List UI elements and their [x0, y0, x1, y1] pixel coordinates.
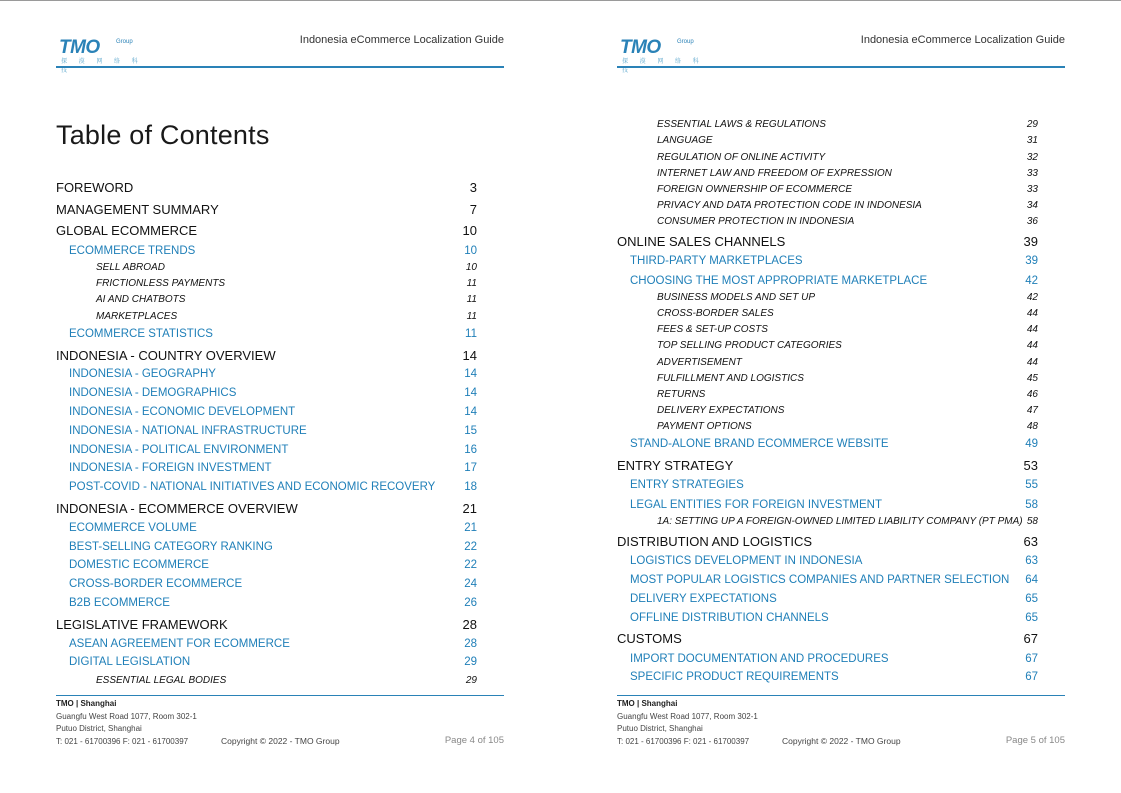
- toc-entry[interactable]: [657, 216, 1038, 227]
- toc-entry-title: MANAGEMENT SUMMARY: [56, 202, 219, 217]
- logo-text: TMO: [620, 37, 661, 58]
- toc-entry[interactable]: [657, 421, 1038, 432]
- toc-entry-page: 34: [1026, 200, 1038, 211]
- toc-entry-page: 11: [465, 328, 477, 340]
- toc-entry-title: LEGAL ENTITIES FOR FOREIGN INVESTMENT: [630, 499, 882, 511]
- toc-entry-title: INDONESIA - DEMOGRAPHICS: [69, 387, 237, 399]
- logo-chinese: 探 漠 网 络 科 技: [622, 59, 704, 74]
- toc-entry-title: CONSUMER PROTECTION IN INDONESIA: [657, 216, 855, 227]
- toc-entry-page: 10: [462, 223, 477, 238]
- toc-entry[interactable]: [56, 180, 477, 195]
- toc-entry-title: TOP SELLING PRODUCT CATEGORIES: [657, 340, 842, 351]
- toc-entry-title: OFFLINE DISTRIBUTION CHANNELS: [630, 612, 829, 624]
- toc-entry[interactable]: [69, 462, 477, 474]
- toc-entry-page: 7: [469, 202, 477, 217]
- toc-entry-page: 42: [1025, 275, 1038, 287]
- toc-entry-page: 65: [1025, 593, 1038, 605]
- toc-entry[interactable]: [69, 559, 477, 571]
- toc-entry-title: ESSENTIAL LAWS & REGULATIONS: [657, 119, 826, 130]
- toc-entry[interactable]: [657, 135, 1038, 146]
- toc-entry[interactable]: [69, 597, 477, 609]
- toc-entry[interactable]: [96, 278, 477, 289]
- toc-heading: Table of Contents: [56, 120, 270, 150]
- toc-entry[interactable]: [630, 653, 1038, 665]
- toc-entry-title: PRIVACY AND DATA PROTECTION CODE IN INDONESIA: [657, 200, 922, 211]
- toc-entry[interactable]: [96, 311, 477, 322]
- toc-entry-page: 22: [464, 559, 477, 571]
- toc-entry-title: REGULATION OF ONLINE ACTIVITY: [657, 152, 826, 163]
- toc-entry-title: ENTRY STRATEGY: [617, 458, 734, 473]
- toc-entry-page: 26: [464, 597, 477, 609]
- toc-entry[interactable]: [69, 481, 477, 493]
- toc-entry[interactable]: [617, 234, 1038, 249]
- toc-entry-page: 18: [464, 481, 477, 493]
- toc-entry-page: 14: [464, 368, 477, 380]
- toc-entry-title: CROSS-BORDER ECOMMERCE: [69, 578, 243, 590]
- logo-group: Group: [116, 39, 133, 45]
- logo-group: Group: [677, 39, 694, 45]
- toc-entry-page: 32: [1026, 152, 1038, 163]
- footer-address-line2: Putuo District, Shanghai: [617, 724, 703, 733]
- toc-entry-page: 47: [1026, 405, 1038, 416]
- toc-entry-title: CHOOSING THE MOST APPROPRIATE MARKETPLACE: [630, 275, 928, 287]
- toc-list: [561, 0, 1121, 793]
- toc-entry[interactable]: [69, 541, 477, 553]
- toc-entry-title: BUSINESS MODELS AND SET UP: [657, 292, 815, 303]
- logo-chinese: 探 漠 网 络 科 技: [61, 59, 143, 74]
- toc-entry-page: 36: [1026, 216, 1038, 227]
- page-number: Page 4 of 105: [444, 735, 504, 746]
- toc-entry-title: FULFILLMENT AND LOGISTICS: [657, 373, 804, 384]
- toc-entry-title: IMPORT DOCUMENTATION AND PROCEDURES: [630, 653, 889, 665]
- toc-entry-title: DISTRIBUTION AND LOGISTICS: [617, 534, 813, 549]
- footer-address-line1: Guangfu West Road 1077, Room 302-1: [617, 712, 758, 721]
- toc-entry-page: 44: [1026, 308, 1038, 319]
- toc-entry-page: 44: [1026, 357, 1038, 368]
- toc-entry-title: LANGUAGE: [657, 135, 713, 146]
- toc-entry-title: ECOMMERCE TRENDS: [69, 245, 196, 257]
- toc-entry[interactable]: [657, 516, 1038, 527]
- toc-entry[interactable]: [69, 406, 477, 418]
- footer-address-line2: Putuo District, Shanghai: [56, 724, 142, 733]
- toc-entry-title: INDONESIA - ECOMMERCE OVERVIEW: [56, 501, 298, 516]
- toc-entry[interactable]: [657, 405, 1038, 416]
- toc-entry-page: 29: [1026, 119, 1038, 130]
- toc-entry[interactable]: [630, 555, 1038, 567]
- toc-entry-title: ENTRY STRATEGIES: [630, 479, 744, 491]
- toc-entry-page: 44: [1026, 340, 1038, 351]
- toc-entry-page: 58: [1026, 516, 1038, 527]
- toc-entry[interactable]: [56, 501, 477, 516]
- toc-entry-title: DIGITAL LEGISLATION: [69, 656, 191, 668]
- toc-entry-page: 24: [464, 578, 477, 590]
- toc-entry[interactable]: [96, 294, 477, 305]
- toc-entry-page: 53: [1023, 458, 1038, 473]
- toc-entry[interactable]: [657, 373, 1038, 384]
- toc-entry-page: 67: [1023, 631, 1038, 646]
- toc-entry[interactable]: [56, 223, 477, 238]
- toc-entry[interactable]: [69, 387, 477, 399]
- toc-entry[interactable]: [657, 357, 1038, 368]
- toc-entry[interactable]: [657, 152, 1038, 163]
- toc-entry-page: 28: [462, 617, 477, 632]
- toc-entry[interactable]: [630, 499, 1038, 511]
- toc-entry-page: 65: [1025, 612, 1038, 624]
- toc-entry-title: DELIVERY EXPECTATIONS: [657, 405, 785, 416]
- toc-entry-title: POST-COVID - NATIONAL INITIATIVES AND ECONOMIC RECOVERY: [69, 481, 436, 493]
- toc-entry-page: 11: [466, 278, 477, 289]
- toc-entry-page: 15: [464, 425, 477, 437]
- toc-entry[interactable]: [96, 262, 477, 273]
- toc-entry-title: SELL ABROAD: [96, 262, 165, 273]
- toc-entry[interactable]: [630, 574, 1038, 586]
- toc-entry-title: RETURNS: [657, 389, 706, 400]
- toc-entry-page: 46: [1026, 389, 1038, 400]
- toc-entry-title: GLOBAL ECOMMERCE: [56, 223, 198, 238]
- toc-entry-page: 14: [462, 348, 477, 363]
- toc-entry-page: 16: [464, 444, 477, 456]
- toc-entry[interactable]: [56, 348, 477, 363]
- toc-entry[interactable]: [630, 438, 1038, 450]
- toc-entry-page: 14: [464, 406, 477, 418]
- footer-rule: [56, 695, 504, 696]
- toc-entry-page: 63: [1025, 555, 1038, 567]
- toc-entry-page: 67: [1025, 671, 1038, 683]
- toc-entry[interactable]: [630, 593, 1038, 605]
- footer-phone: T: 021 - 61700396 F: 021 - 61700397: [617, 737, 750, 746]
- document-title: Indonesia eCommerce Localization Guide: [860, 34, 1065, 46]
- toc-entry-title: FOREIGN OWNERSHIP OF ECOMMERCE: [657, 184, 853, 195]
- toc-entry-page: 21: [462, 501, 477, 516]
- footer-company: TMO | Shanghai: [617, 699, 678, 708]
- toc-entry-page: 21: [464, 522, 477, 534]
- toc-entry-title: FOREWORD: [56, 180, 134, 195]
- toc-entry[interactable]: [617, 534, 1038, 549]
- toc-list: [0, 0, 560, 793]
- toc-entry[interactable]: [69, 328, 477, 340]
- toc-entry-page: 3: [469, 180, 477, 195]
- toc-entry-title: INDONESIA - COUNTRY OVERVIEW: [56, 348, 276, 363]
- toc-entry-page: 39: [1023, 234, 1038, 249]
- toc-entry[interactable]: [56, 617, 477, 632]
- toc-entry-title: ESSENTIAL LEGAL BODIES: [96, 675, 227, 686]
- toc-entry-title: STAND-ALONE BRAND ECOMMERCE WEBSITE: [630, 438, 889, 450]
- toc-entry[interactable]: [657, 324, 1038, 335]
- toc-entry[interactable]: [657, 200, 1038, 211]
- toc-entry-title: MARKETPLACES: [96, 311, 178, 322]
- toc-entry[interactable]: [69, 578, 477, 590]
- toc-entry-title: B2B ECOMMERCE: [69, 597, 170, 609]
- toc-entry-page: 10: [465, 262, 477, 273]
- footer-phone: T: 021 - 61700396 F: 021 - 61700397: [56, 737, 189, 746]
- toc-entry-page: 33: [1026, 168, 1038, 179]
- page-4: [0, 0, 560, 793]
- toc-entry[interactable]: [657, 292, 1038, 303]
- toc-entry[interactable]: [96, 675, 477, 686]
- toc-entry-title: AI AND CHATBOTS: [96, 294, 186, 305]
- toc-entry-title: FEES & SET-UP COSTS: [657, 324, 768, 335]
- toc-entry-page: 44: [1026, 324, 1038, 335]
- toc-entry-title: ECOMMERCE VOLUME: [69, 522, 197, 534]
- toc-entry-page: 55: [1025, 479, 1038, 491]
- toc-entry-title: INDONESIA - GEOGRAPHY: [69, 368, 216, 380]
- toc-entry-page: 14: [464, 387, 477, 399]
- footer-rule: [617, 695, 1065, 696]
- toc-entry-title: 1A: SETTING UP A FOREIGN-OWNED LIMITED LIABILITY COMPANY (PT PMA): [657, 516, 1023, 527]
- footer-copyright: Copyright © 2022 - TMO Group: [221, 736, 340, 746]
- toc-entry[interactable]: [69, 522, 477, 534]
- toc-entry-page: 48: [1026, 421, 1038, 432]
- toc-entry-page: 42: [1026, 292, 1038, 303]
- toc-entry[interactable]: [657, 389, 1038, 400]
- toc-entry[interactable]: [69, 444, 477, 456]
- toc-entry[interactable]: [630, 275, 1038, 287]
- toc-entry[interactable]: [657, 184, 1038, 195]
- toc-entry-title: DELIVERY EXPECTATIONS: [630, 593, 777, 605]
- toc-entry-page: 45: [1026, 373, 1038, 384]
- toc-entry-title: ONLINE SALES CHANNELS: [617, 234, 786, 249]
- toc-entry[interactable]: [657, 308, 1038, 319]
- toc-entry-page: 22: [464, 541, 477, 553]
- toc-entry-title: ADVERTISEMENT: [657, 357, 742, 368]
- toc-entry-title: LOGISTICS DEVELOPMENT IN INDONESIA: [630, 555, 863, 567]
- toc-entry-title: LEGISLATIVE FRAMEWORK: [56, 617, 228, 632]
- toc-entry-title: THIRD-PARTY MARKETPLACES: [630, 255, 803, 267]
- page-5: [561, 0, 1121, 793]
- toc-entry-page: 10: [464, 245, 477, 257]
- toc-entry-title: DOMESTIC ECOMMERCE: [69, 559, 209, 571]
- logo-text: TMO: [59, 37, 100, 58]
- toc-entry[interactable]: [69, 368, 477, 380]
- toc-entry-page: 64: [1025, 574, 1038, 586]
- toc-entry-title: INTERNET LAW AND FREEDOM OF EXPRESSION: [657, 168, 892, 179]
- toc-entry-title: INDONESIA - FOREIGN INVESTMENT: [69, 462, 272, 474]
- toc-entry[interactable]: [69, 638, 477, 650]
- toc-entry-title: BEST-SELLING CATEGORY RANKING: [69, 541, 273, 553]
- toc-entry-page: 39: [1025, 255, 1038, 267]
- toc-entry-title: CUSTOMS: [617, 631, 682, 646]
- toc-entry-title: INDONESIA - NATIONAL INFRASTRUCTURE: [69, 425, 307, 437]
- toc-entry-page: 67: [1025, 653, 1038, 665]
- toc-entry-title: SPECIFIC PRODUCT REQUIREMENTS: [630, 671, 839, 683]
- footer-copyright: Copyright © 2022 - TMO Group: [782, 736, 901, 746]
- footer-address-line1: Guangfu West Road 1077, Room 302-1: [56, 712, 197, 721]
- toc-entry[interactable]: [69, 245, 477, 257]
- toc-entry-page: 58: [1025, 499, 1038, 511]
- toc-entry[interactable]: [657, 119, 1038, 130]
- toc-entry-title: ECOMMERCE STATISTICS: [69, 328, 213, 340]
- toc-entry-page: 28: [464, 638, 477, 650]
- toc-entry[interactable]: [617, 631, 1038, 646]
- toc-entry[interactable]: [617, 458, 1038, 473]
- toc-entry[interactable]: [69, 656, 477, 668]
- page-number: Page 5 of 105: [1005, 735, 1065, 746]
- toc-entry-page: 11: [466, 294, 477, 305]
- toc-entry-title: INDONESIA - ECONOMIC DEVELOPMENT: [69, 406, 296, 418]
- toc-entry[interactable]: [630, 612, 1038, 624]
- toc-entry-title: PAYMENT OPTIONS: [657, 421, 752, 432]
- toc-entry-page: 17: [464, 462, 477, 474]
- toc-entry-title: INDONESIA - POLITICAL ENVIRONMENT: [69, 444, 289, 456]
- toc-entry-page: 11: [466, 311, 477, 322]
- document-title: Indonesia eCommerce Localization Guide: [299, 34, 504, 46]
- footer-company: TMO | Shanghai: [56, 699, 117, 708]
- toc-entry-page: 63: [1023, 534, 1038, 549]
- toc-entry-page: 29: [464, 656, 477, 668]
- toc-entry-title: FRICTIONLESS PAYMENTS: [96, 278, 226, 289]
- toc-entry[interactable]: [657, 168, 1038, 179]
- toc-entry-page: 31: [1026, 135, 1038, 146]
- toc-entry[interactable]: [56, 202, 477, 217]
- toc-entry-page: 49: [1025, 438, 1038, 450]
- toc-entry[interactable]: [630, 671, 1038, 683]
- toc-entry[interactable]: [630, 255, 1038, 267]
- toc-entry[interactable]: [69, 425, 477, 437]
- toc-entry-title: MOST POPULAR LOGISTICS COMPANIES AND PARTNER SELECTION: [630, 574, 1010, 586]
- toc-entry-title: ASEAN AGREEMENT FOR ECOMMERCE: [69, 638, 290, 650]
- toc-entry[interactable]: [630, 479, 1038, 491]
- toc-entry-page: 33: [1026, 184, 1038, 195]
- toc-entry-page: 29: [465, 675, 477, 686]
- toc-entry-title: CROSS-BORDER SALES: [657, 308, 774, 319]
- toc-entry[interactable]: [657, 340, 1038, 351]
